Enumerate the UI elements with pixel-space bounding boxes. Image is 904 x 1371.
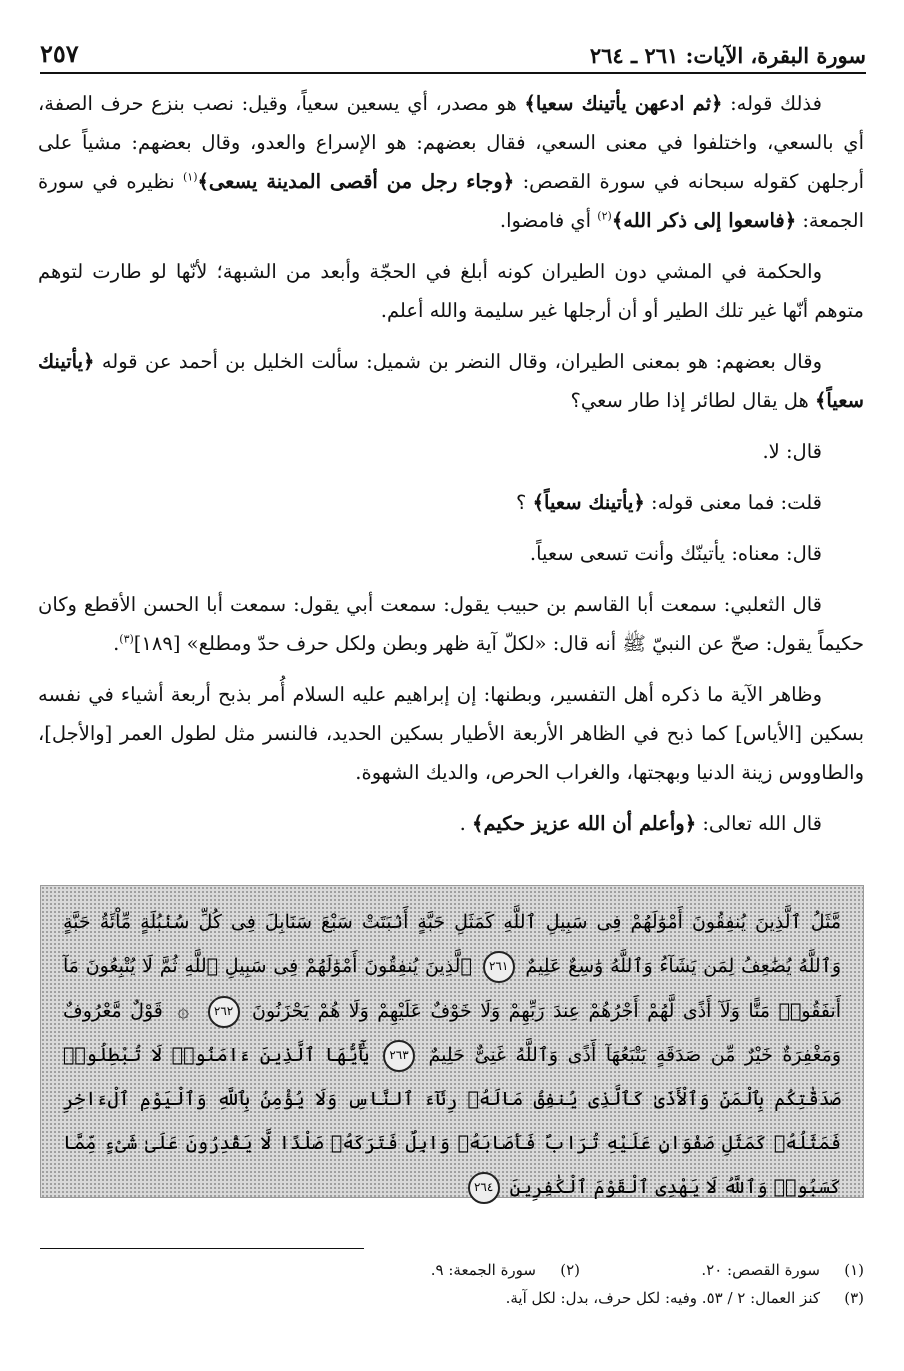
text: نظيره في سورة الجمعة:: [38, 170, 864, 232]
footnote-text: كنز العمال: ٢ / ٥٣. وفيه: لكل حرف، بدل: لكل آية.: [505, 1289, 820, 1307]
text: قال الثعلبي: سمعت أبا القاسم بن حبيب يقول: سمعت أبي يقول: سمعت أبا الحسن الأقطع وكان حكيماً يقول: صحّ عن النبيّ ﷺ أنه قال: «لكلّ آية ظهر وبطن ولكل حرف حدّ ومطلع» [١٨٩]: [38, 593, 864, 655]
footnote-row: [40, 1256, 864, 1284]
paragraph: [38, 585, 864, 663]
text: قال: معناه: يأتينّك وأنت تسعى سعياً.: [529, 542, 822, 565]
verse-number-marker: ٢٦١: [483, 951, 515, 983]
commentary-text: [38, 84, 864, 855]
text: قال: لا.: [762, 440, 822, 463]
text: .: [113, 632, 120, 655]
footnote-ref: (٢): [597, 209, 612, 223]
footnote-divider: [40, 1248, 364, 1249]
footnote-number: (١): [844, 1261, 864, 1279]
text: هل يقال لطائر إذا طار سعي؟: [570, 389, 815, 412]
paragraph: [38, 342, 864, 420]
text: هو مصدر، أي يسعين سعياً، وقيل: نصب بنزع حرف الصفة، أي بالسعي، واختلفوا في معنى السعي، فقال بعضهم: هو الإسراع والعدو، وقال بعضهم: مشياً على أرجلهن كقوله سبحانه في سورة القصص:: [38, 92, 864, 193]
paragraph: [38, 84, 864, 240]
quran-quote: ﴿وأعلم أن الله عزيز حكيم﴾: [471, 812, 697, 835]
paragraph: [38, 432, 864, 471]
quran-quote: ﴿وجاء رجل من أقصى المدينة يسعى﴾: [197, 170, 515, 193]
verse-number-marker: ٢٦٢: [208, 996, 240, 1028]
text: وظاهر الآية ما ذكره أهل التفسير، وبطنها: إن إبراهيم عليه السلام أُمر بذبح أربعة أشياء في نفسه بسكين [الأياس] كما ذبح في الظاهر الأربعة الأطيار بسكين الحديد، فالنسر مثل لطول العمر [والأجل]، والطاووس زينة الدنيا وبهجتها، والغراب الحرص، والديك الشهوة.: [38, 683, 864, 784]
quran-quote: ﴿يأتينك سعياً﴾: [532, 491, 645, 514]
verse-text: قَوْلٌ مَّعْرُوفٌ وَمَغْفِرَةٌ خَيْرٌ مِّن صَدَقَةٍ يَتْبَعُهَآ أَذًى وَٱللَّهُ غَنِىٌّ حَلِيمٌ: [63, 1000, 841, 1066]
footnote-ref: (٣): [119, 632, 134, 646]
footnote-text: سورة القصص: ٢٠.: [701, 1261, 820, 1279]
quran-quote: ﴿فاسعوا إلى ذكر الله﴾: [611, 209, 797, 232]
quran-verses-box: [40, 885, 864, 1198]
text: قال الله تعالى:: [696, 812, 822, 835]
text: .: [459, 812, 472, 835]
verse-text: مَّثَلُ ٱلَّذِينَ يُنفِقُونَ أَمْوَٰلَهُمْ فِى سَبِيلِ ٱللَّهِ كَمَثَلِ حَبَّةٍ أَنۢبَتَتْ سَبْعَ سَنَابِلَ فِى كُلِّ سُنۢبُلَةٍ مِّاْئَةُ حَبَّةٍ وَٱللَّهُ يُضَٰعِفُ لِمَن يَشَآءُ وَٱللَّهُ وَٰسِعٌ عَلِيمٌ: [63, 911, 841, 977]
text: فذلك قوله:: [722, 92, 822, 115]
verse-text: ٱلَّذِينَ يُنفِقُونَ أَمْوَٰلَهُمْ فِى سَبِيلِ ٱللَّهِ ثُمَّ لَا يُتْبِعُونَ مَآ أَنفَقُوا۟ مَنًّا وَلَآ أَذًى لَّهُمْ أَجْرُهُمْ عِندَ رَبِّهِمْ وَلَا خَوْفٌ عَلَيْهِمْ وَلَا هُمْ يَحْزَنُونَ: [63, 955, 841, 1022]
text: ؟: [516, 491, 533, 514]
quran-quote: ﴿ثم ادعهن يأتينك سعيا﴾: [524, 92, 723, 115]
footnote-number: (٢): [560, 1261, 580, 1279]
footnote-text: سورة الجمعة: ٩.: [430, 1261, 536, 1279]
text: أي فامضوا.: [499, 209, 598, 232]
paragraph: [38, 483, 864, 522]
verse-text: يَٰٓأَيُّهَا ٱلَّذِينَ ءَامَنُوا۟ لَا تُبْطِلُوا۟ صَدَقَٰتِكُم بِٱلْمَنِّ وَٱلْأَذَىٰ كَٱلَّذِى يُنفِقُ مَالَهُۥ رِئَآءَ ٱلنَّاسِ وَلَا يُؤْمِنُ بِٱللَّهِ وَٱلْيَوْمِ ٱلْءَاخِرِ فَمَثَلُهُۥ كَمَثَلِ صَفْوَانٍ عَلَيْهِ تُرَابٌ فَأَصَابَهُۥ وَابِلٌ فَتَرَكَهُۥ صَلْدًا لَّا يَقْدِرُونَ عَلَىٰ شَىْءٍ مِّمَّا كَسَبُوا۟ وَٱللَّهُ لَا يَهْدِى ٱلْقَوْمَ ٱلْكَٰفِرِينَ: [63, 1044, 841, 1198]
page-number: ٢٥٧: [40, 39, 79, 68]
verse-number-marker: ٢٦٤: [468, 1172, 500, 1204]
text: قلت: فما معنى قوله:: [644, 491, 822, 514]
paragraph: [38, 675, 864, 792]
footnote-ref: (١): [182, 170, 198, 184]
footnotes: [40, 1256, 864, 1312]
footnote-row: [40, 1284, 864, 1312]
verse-number-marker: ٢٦٣: [383, 1040, 415, 1072]
quran-quote: ﴿يأتينك سعياً﴾: [38, 350, 864, 412]
running-title: سورة البقرة، الآيات: ٢٦١ ـ ٢٦٤: [589, 43, 866, 68]
paragraph: [38, 252, 864, 330]
page-header: [40, 28, 866, 74]
text: وقال بعضهم: هو بمعنى الطيران، وقال النضر بن شميل: سألت الخليل بن أحمد عن قوله: [94, 350, 822, 373]
text: والحكمة في المشي دون الطيران كونه أبلغ في الحجّة وأبعد من الشبهة؛ لأنّها لو طارت لتوهم متوهم أنّها غير تلك الطير أو أن أرجلها غير سليمة والله أعلم.: [38, 260, 864, 322]
hizb-star-icon: ۞: [177, 998, 190, 1022]
footnote-number: (٣): [844, 1289, 864, 1307]
paragraph: [38, 804, 864, 843]
paragraph: [38, 534, 864, 573]
